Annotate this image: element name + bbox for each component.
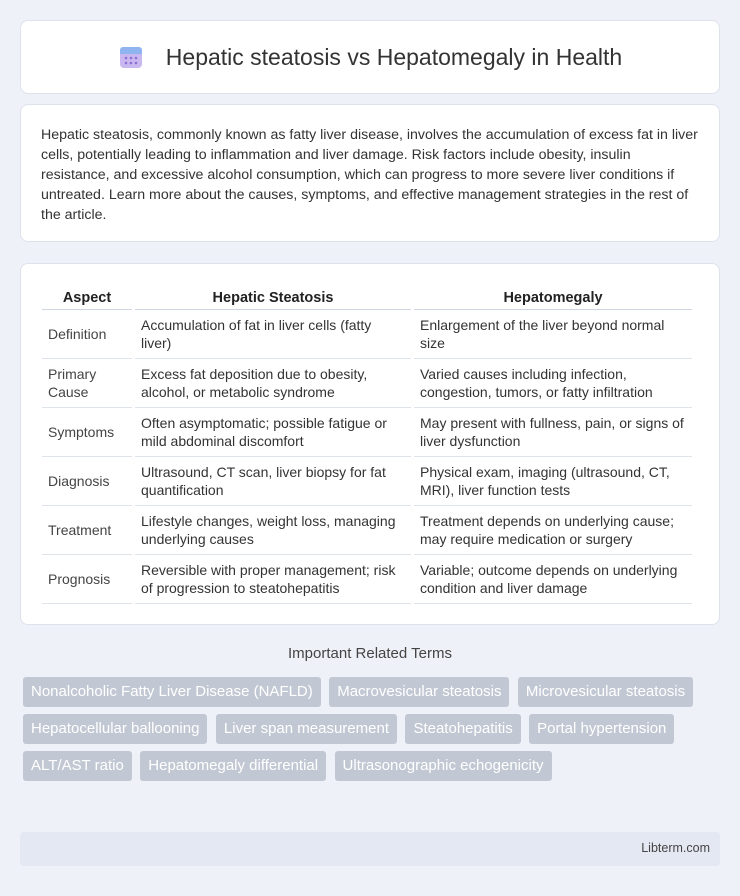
header-card (20, 20, 720, 94)
row-steatosis: Reversible with proper management; risk of progression to steatohepatitis (135, 555, 411, 604)
row-aspect: Primary Cause (42, 359, 132, 408)
row-hepatomegaly: Treatment depends on underlying cause; may require medication or surgery (414, 506, 692, 555)
related-term-tag[interactable]: Microvesicular steatosis (518, 677, 693, 707)
comparison-card (20, 263, 720, 625)
related-term-tag[interactable]: Portal hypertension (529, 714, 674, 744)
related-term-tag[interactable]: Nonalcoholic Fatty Liver Disease (NAFLD) (23, 677, 321, 707)
row-hepatomegaly: May present with fullness, pain, or signs of liver dysfunction (414, 408, 692, 457)
calendar-icon (118, 44, 144, 70)
row-aspect: Treatment (42, 506, 132, 555)
table-row (42, 408, 692, 457)
row-aspect: Prognosis (42, 555, 132, 604)
row-steatosis: Lifestyle changes, weight loss, managing underlying causes (135, 506, 411, 555)
row-hepatomegaly: Enlargement of the liver beyond normal size (414, 310, 692, 359)
table-row (42, 457, 692, 506)
row-steatosis: Accumulation of fat in liver cells (fatty liver) (135, 310, 411, 359)
related-term-tag[interactable]: Hepatocellular ballooning (23, 714, 207, 744)
header-aspect: Aspect (42, 284, 132, 310)
intro-card (20, 104, 720, 242)
row-steatosis: Often asymptomatic; possible fatigue or mild abdominal discomfort (135, 408, 411, 457)
table-header-row (42, 284, 692, 310)
related-term-tag[interactable]: Macrovesicular steatosis (329, 677, 509, 707)
related-term-tag[interactable]: Steatohepatitis (405, 714, 520, 744)
table-row (42, 555, 692, 604)
related-term-tag[interactable]: ALT/AST ratio (23, 751, 132, 781)
related-terms-list (23, 677, 723, 788)
footer (20, 832, 720, 866)
related-term-tag[interactable]: Hepatomegaly differential (140, 751, 326, 781)
row-steatosis: Ultrasound, CT scan, liver biopsy for fat quantification (135, 457, 411, 506)
page-title: Hepatic steatosis vs Hepatomegaly in Health (165, 43, 623, 70)
row-aspect: Diagnosis (42, 457, 132, 506)
header-hepatic-steatosis: Hepatic Steatosis (135, 284, 411, 310)
row-hepatomegaly: Physical exam, imaging (ultrasound, CT, MRI), liver function tests (414, 457, 692, 506)
table-row (42, 310, 692, 359)
table-row (42, 506, 692, 555)
row-steatosis: Excess fat deposition due to obesity, alcohol, or metabolic syndrome (135, 359, 411, 408)
row-aspect: Symptoms (42, 408, 132, 457)
related-terms-title: Important Related Terms (288, 645, 452, 662)
related-term-tag[interactable]: Liver span measurement (216, 714, 397, 744)
footer-site-link[interactable]: Libterm.com (641, 841, 710, 855)
intro-text: Hepatic steatosis, commonly known as fatty liver disease, involves the accumulation of excess fat in liver cells, potentially leading to inflammation and liver damage. Risk factors include obesity, insulin resistance, and excessive alcohol consumption, which can progress to more severe liver conditions if untreated. Learn more about the causes, symptoms, and effective management strategies in the rest of the article. (41, 127, 698, 223)
header-hepatomegaly: Hepatomegaly (414, 284, 692, 310)
row-hepatomegaly: Variable; outcome depends on underlying condition and liver damage (414, 555, 692, 604)
related-term-tag[interactable]: Ultrasonographic echogenicity (335, 751, 552, 781)
row-hepatomegaly: Varied causes including infection, congestion, tumors, or fatty infiltration (414, 359, 692, 408)
table-row (42, 359, 692, 408)
row-aspect: Definition (42, 310, 132, 359)
comparison-table (39, 284, 695, 604)
